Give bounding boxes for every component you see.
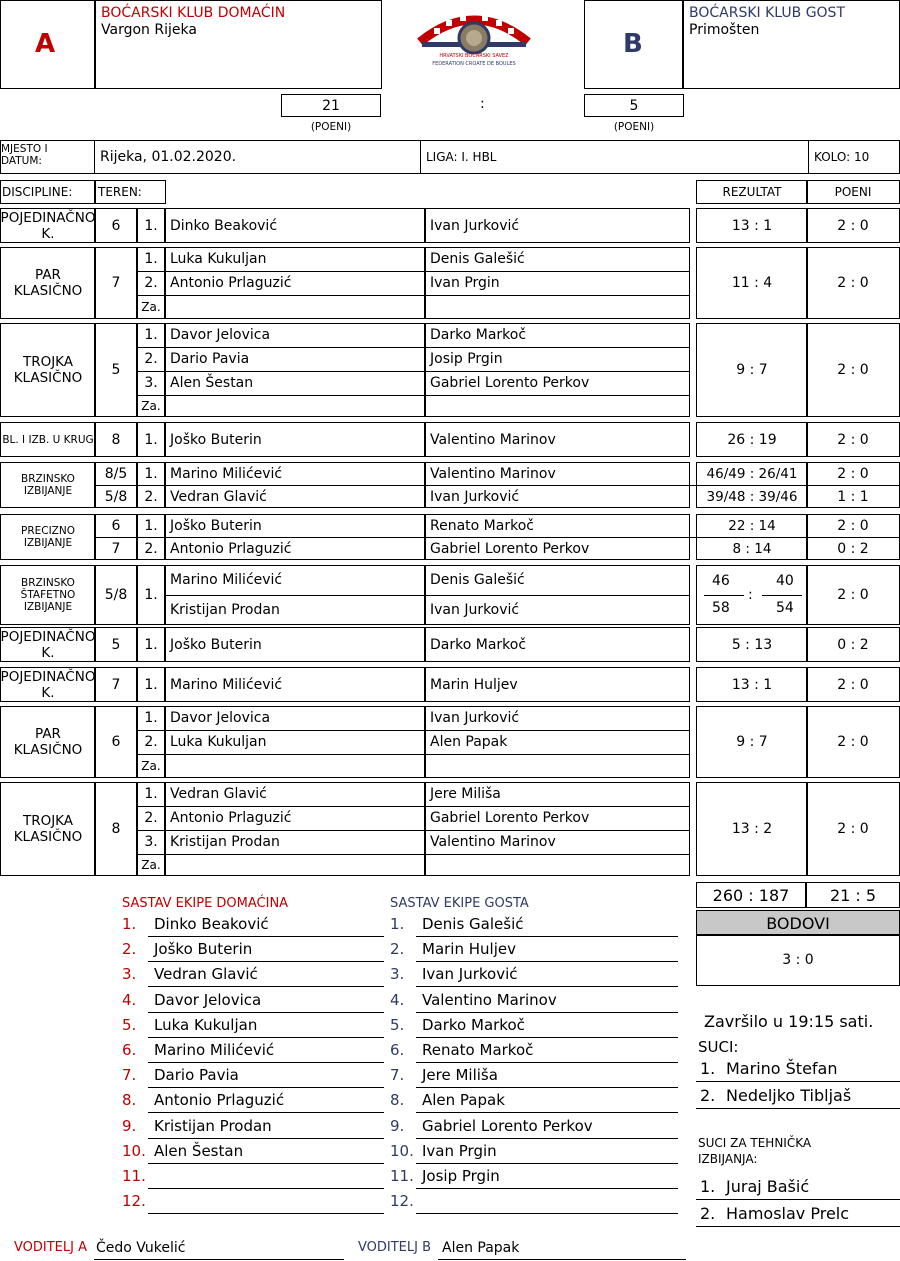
court-number: 7 [111,540,121,557]
coach-a-label: VODITELJ A [14,1240,87,1255]
row-number: 2. [144,351,158,367]
row-number: 1. [144,327,158,343]
game-points: 2 : 0 [837,821,869,837]
row-number: 2. [144,488,158,505]
roster-number: 1. [122,915,137,933]
court-number: 5/8 [104,488,128,505]
home-player: Luka Kukuljan [170,251,267,267]
row-number: Za. [141,300,161,314]
game-result: 13 : 1 [731,676,773,693]
tech-referees-title-2: IZBIJANJA: [698,1152,758,1166]
game-points: 2 : 0 [837,517,869,534]
roster-player: Marino Milićević [154,1041,275,1059]
referee-name: Juraj Bašić [726,1177,810,1196]
roster-player: Dario Pavia [154,1066,239,1085]
roster-number: 3. [390,965,405,984]
roster-number: 1. [390,915,405,933]
guest-roster-title: SASTAV EKIPE GOSTA [390,896,529,911]
roster-number: 11. [122,1167,146,1185]
home-player: Joško Buterin [170,517,262,534]
home-player: Joško Buterin [170,636,262,653]
game-points: 2 : 0 [837,587,869,603]
coach-b-line [438,1238,686,1260]
roster-number: 2. [390,940,405,959]
court-header [94,180,166,204]
roster-line [148,1165,384,1189]
guest-player: Gabriel Lorento Perkov [430,540,590,557]
relay-guest-2: 54 [776,600,794,616]
game-result: 46/49 : 26/41 [706,465,798,482]
guest-player: Valentino Marinov [430,431,556,448]
guest-player: Renato Markoč [430,517,534,534]
coach-a-line [94,1238,344,1260]
game-result: 9 : 7 [736,362,768,378]
row-number: 1. [144,517,158,534]
score-colon: : [480,96,485,112]
roster-player: Alen Papak [422,1091,505,1110]
roster-player: Gabriel Lorento Perkov [422,1116,593,1135]
row-number: 1. [144,710,158,726]
discipline-name: TROJKA KLASIČNO [13,354,83,386]
home-club-title: BOĆARSKI KLUB DOMAĆIN [101,5,286,21]
discipline-name: PAR KLASIČNO [13,267,83,299]
game-points: 1 : 1 [837,488,869,505]
discipline-name: BL. I IZB. U KRUG [2,433,94,446]
row-number: Za. [141,399,161,413]
home-player: Davor Jelovica [170,327,271,343]
roster-number: 12. [390,1192,414,1211]
row-number: 3. [144,375,158,391]
court-number: 6 [111,517,121,534]
roster-line [416,1190,678,1214]
row-number: 1. [144,465,158,482]
guest-player: Ivan Jurković [430,217,520,234]
game-points: 2 : 0 [837,275,869,291]
roster-player: Marin Huljev [422,940,516,959]
court-header-label: TEREN: [98,185,142,199]
relay-guest-1: 40 [776,573,794,589]
guest-player: Gabriel Lorento Perkov [430,375,590,391]
guest-player [430,754,688,778]
home-player: Marino Milićević [170,572,283,588]
home-player: Kristijan Prodan [170,602,280,618]
roster-line [148,1190,384,1214]
discipline-name: POJEDINAČNO K. [0,209,96,242]
roster-number: 4. [122,990,137,1009]
roster-player: Kristijan Prodan [154,1116,272,1135]
home-letter: A [35,29,56,59]
referee-name: Marino Štefan [726,1059,838,1078]
roster-player: Darko Markoč [422,1015,525,1034]
row-number: Za. [141,759,161,773]
guest-player: Ivan Jurković [430,710,520,726]
home-player: Antonio Prlaguzić [170,540,292,557]
home-player [170,295,424,319]
referee-number: 2. [700,1204,716,1223]
guest-player: Marin Huljev [430,676,518,693]
roster-number: 2. [122,940,137,959]
home-player: Kristijan Prodan [170,834,280,850]
roster-number: 8. [122,1091,137,1110]
roster-number: 8. [390,1091,405,1110]
row-number: 2. [144,734,158,750]
game-points: 2 : 0 [837,676,869,693]
row-number: 2. [144,810,158,826]
relay-divider-left [704,595,744,596]
place-label-2: DATUM: [1,155,42,167]
home-letter-box [0,0,96,89]
referee-name: Nedeljko Tibljaš [726,1086,852,1105]
place-label-1: MJESTO I [1,143,48,155]
logo-text-1: HRVATSKI BOĆARSKI SAVEZ [439,53,509,59]
roster-player: Vedran Glavić [154,965,258,984]
roster-number: 7. [122,1066,137,1085]
roster-player: Renato Markoč [422,1041,534,1059]
roster-player: Davor Jelovica [154,990,262,1009]
roster-number: 10. [122,1141,146,1160]
game-result: 22 : 14 [728,517,776,534]
home-roster-title: SASTAV EKIPE DOMAĆINA [122,896,289,911]
row-number: Za. [141,858,161,872]
roster-number: 7. [390,1066,405,1085]
home-player [170,395,424,417]
guest-player: Darko Markoč [430,327,527,343]
discipline-name: BRZINSKO ŠTAFETNO IZBIJANJE [20,577,76,613]
discipline-header-label: DISCIPLINE: [2,185,73,199]
guest-player: Gabriel Lorento Perkov [430,810,590,826]
court-number: 7 [111,676,121,693]
referees-title: SUCI: [698,1038,739,1056]
guest-club-title: BOĆARSKI KLUB GOST [689,5,845,21]
guest-player: Denis Galešić [430,251,525,267]
discipline-name: POJEDINAČNO K. [0,668,96,701]
court-number: 8/5 [104,465,128,482]
relay-divider-right [762,595,802,596]
roster-player: Jere Miliša [422,1066,498,1085]
relay-home-2: 58 [712,600,730,616]
roster-number: 5. [122,1015,137,1034]
home-club-box [94,0,382,89]
discipline-name: TROJKA KLASIČNO [13,813,83,845]
roster-number: 9. [122,1116,137,1135]
game-result: 13 : 1 [731,217,773,234]
coach-a-name: Čedo Vukelić [96,1240,186,1256]
game-points: 2 : 0 [837,362,869,378]
row-number: 1. [144,217,158,234]
game-result: 13 : 2 [731,821,773,837]
coach-b-label: VODITELJ B [358,1240,432,1255]
guest-player [430,395,688,417]
roster-player: Alen Šestan [154,1141,244,1160]
home-player: Alen Šestan [170,375,254,391]
guest-player: Ivan Prgin [430,275,500,291]
place-date: Rijeka, 01.02.2020. [100,149,237,165]
guest-player: Josip Prgin [430,351,503,367]
roster-number: 6. [390,1041,405,1059]
discipline-name: POJEDINAČNO K. [0,628,96,661]
roster-number: 12. [122,1192,146,1211]
roster-player: Luka Kukuljan [154,1015,258,1034]
game-result: 5 : 13 [731,636,773,653]
guest-player: Valentino Marinov [430,465,556,482]
referee-number: 1. [700,1059,716,1078]
guest-player: Jere Miliša [430,786,501,802]
game-result: 9 : 7 [736,734,768,750]
game-points: 0 : 2 [837,636,869,653]
relay-separator: : [748,587,753,603]
referee-number: 2. [700,1086,716,1105]
guest-score-label: (POENI) [613,121,655,133]
home-score: 21 [281,94,381,117]
guest-player: Alen Papak [430,734,508,750]
game-result: 39/48 : 39/46 [706,488,798,505]
league: LIGA: I. HBL [426,150,497,164]
roster-player: Ivan Jurković [422,965,518,984]
bodovi-value: 3 : 0 [696,934,900,986]
total-result: 260 : 187 [696,882,806,908]
referee-name: Hamoslav Prelc [726,1204,850,1223]
guest-player: Denis Galešić [430,572,525,588]
guest-player: Ivan Jurković [430,602,520,618]
game-points: 2 : 0 [837,465,869,482]
home-score-label: (POENI) [310,121,352,133]
roster-number: 10. [390,1141,414,1160]
home-player: Vedran Glavić [170,786,267,802]
roster-number: 6. [122,1041,137,1059]
home-player: Antonio Prlaguzić [170,810,292,826]
guest-player: Ivan Jurković [430,488,520,505]
roster-player: Denis Galešić [422,915,524,933]
bodovi-label: BODOVI [696,910,900,936]
roster-number: 5. [390,1015,405,1034]
home-player: Marino Milićević [170,465,283,482]
discipline-name: PAR KLASIČNO [13,726,83,758]
game-result: 11 : 4 [731,275,773,291]
home-player [170,854,424,876]
guest-club-box [682,0,900,89]
roster-player: Joško Buterin [154,940,253,959]
tech-referees-title-1: SUCI ZA TEHNIČKA [698,1136,812,1150]
game-points: 2 : 0 [837,217,869,234]
row-number: 1. [144,431,158,448]
federation-logo [412,6,536,74]
roster-player: Valentino Marinov [422,990,557,1009]
discipline-name: BRZINSKO IZBIJANJE [21,473,75,497]
home-player: Antonio Prlaguzić [170,275,292,291]
roster-player: Ivan Prgin [422,1141,497,1160]
relay-home-1: 46 [712,573,730,589]
guest-club-name: Primošten [689,22,760,38]
court-number: 5/8 [104,587,128,603]
roster-number: 3. [122,965,137,984]
home-club-name: Vargon Rijeka [101,22,197,38]
finish-time: Završilo u 19:15 sati. [704,1012,874,1031]
home-player: Luka Kukuljan [170,734,267,750]
roster-player: Antonio Prlaguzić [154,1091,285,1110]
coach-b-name: Alen Papak [442,1240,520,1256]
row-number: 1. [144,786,158,802]
row-number: 1. [144,636,158,653]
round: KOLO: 10 [814,150,870,164]
logo-text-2: FEDERATION CROATE DE BOULES [432,61,516,67]
row-number: 1. [144,251,158,267]
home-player: Marino Milićević [170,676,283,693]
court-number: 8 [111,431,121,448]
guest-player [430,295,688,319]
home-player: Dinko Beaković [170,217,278,234]
court-number: 5 [111,362,121,378]
court-number: 6 [111,217,121,234]
court-number: 7 [111,275,121,291]
row-number: 1. [144,587,158,603]
guest-player: Darko Markoč [430,636,527,653]
court-number: 6 [111,734,121,750]
discipline-name: PRECIZNO IZBIJANJE [20,525,75,549]
row-number: 3. [144,834,158,850]
game-result: 26 : 19 [727,431,777,448]
roster-number: 11. [390,1167,414,1185]
discipline-header [0,180,96,204]
roster-number: 9. [390,1116,405,1135]
points-header: POENI [806,180,900,204]
row-number: 2. [144,275,158,291]
guest-letter-box [584,0,684,89]
total-points: 21 : 5 [806,882,900,908]
game-points: 0 : 2 [837,540,869,557]
home-player: Dario Pavia [170,351,250,367]
home-player [170,754,424,778]
roster-player: Dinko Beaković [154,915,269,933]
game-points: 2 : 0 [837,431,869,448]
row-number: 2. [144,540,158,557]
court-number: 8 [111,821,121,837]
game-result: 8 : 14 [732,540,772,557]
result-header: REZULTAT [696,180,808,204]
guest-player [430,854,688,876]
home-player: Joško Buterin [170,431,262,448]
roster-number: 4. [390,990,405,1009]
court-number: 5 [111,636,121,653]
roster-player: Josip Prgin [422,1167,500,1185]
guest-letter: B [623,29,643,59]
home-player: Davor Jelovica [170,710,271,726]
game-points: 2 : 0 [837,734,869,750]
referee-number: 1. [700,1177,716,1196]
row-number: 1. [144,676,158,693]
guest-player: Valentino Marinov [430,834,556,850]
home-player: Vedran Glavić [170,488,267,505]
guest-score: 5 [584,94,684,117]
